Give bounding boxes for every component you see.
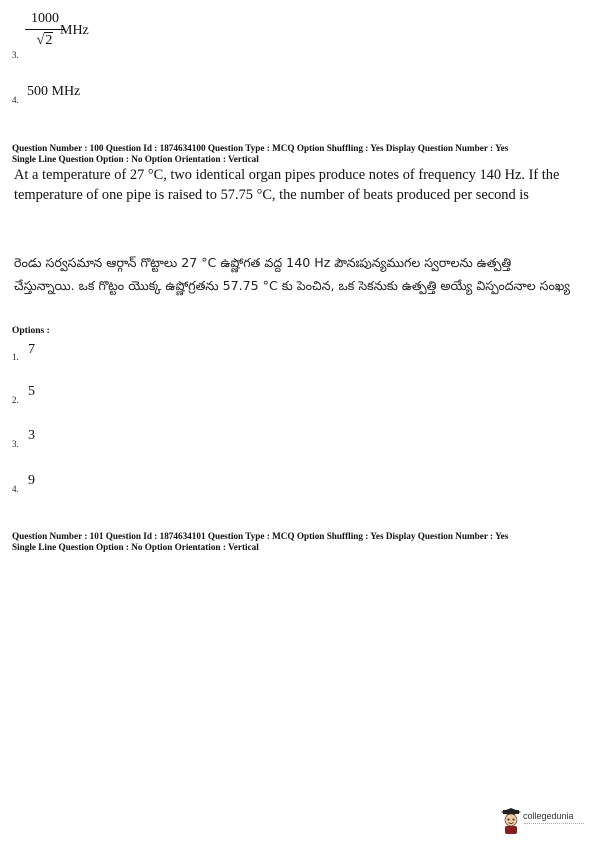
collegedunia-logo-text: collegedunia: [523, 811, 574, 821]
option-number: 2.: [12, 395, 19, 405]
question-101-header-line2: Single Line Question Option : No Option Orientation : Vertical: [12, 542, 259, 552]
option-text: 7: [28, 342, 35, 357]
options-label: Options :: [12, 326, 50, 336]
option-3-number: 3.: [12, 50, 19, 60]
option-number: 4.: [12, 484, 19, 494]
option-number: 3.: [12, 439, 19, 449]
option-text: 9: [28, 473, 35, 488]
question-100-header-line2: Single Line Question Option : No Option Orientation : Vertical: [12, 154, 259, 164]
option-text: 5: [28, 384, 35, 399]
option-3-fraction: [25, 10, 65, 50]
question-100-header: [12, 143, 577, 165]
square-root: [37, 32, 54, 50]
fraction-denominator: [25, 32, 65, 50]
option-text: 3: [28, 428, 35, 443]
collegedunia-logo-tagline: [524, 823, 584, 826]
option-4-text: 500 MHz: [27, 84, 81, 99]
question-101-header-line1: Question Number : 101 Question Id : 1874634101 Question Type : MCQ Option Shuffling : Yes Display Question Number : Yes: [12, 531, 509, 541]
sqrt-symbol: √: [36, 33, 45, 48]
fraction-bar: [25, 29, 65, 30]
question-100-text-telugu: రెండు సర్వసమాన ఆర్గాన్ గొట్టాలు 27 °C ఉష్ణోగత వద్ద 140 Hz పౌనఃపున్యముగల స్వరాలను ఉత్పత్తి చేస్తున్నాయి. ఒక గొట్టం యొక్క ఉష్ణోగ్రతను 57.75 °C కు పెంచిన, ఒక సెకనుకు ఉత్పత్తి అయ్యే విస్పందనాల సంఖ్య: [14, 255, 571, 293]
option-number: 1.: [12, 352, 19, 362]
question-100-text-english: At a temperature of 27 °C, two identical organ pipes produce notes of frequency 140 Hz. If the temperature of one pipe is raised to 57.75 °C, the number of beats produced per second is: [14, 167, 560, 203]
question-101-header: [12, 531, 577, 553]
question-100-header-line1: Question Number : 100 Question Id : 1874634100 Question Type : MCQ Option Shuffling : Yes Display Question Number : Yes: [12, 143, 509, 153]
sqrt-radicand: 2: [45, 33, 53, 48]
option-3-unit: MHz: [60, 23, 89, 38]
option-4-number: 4.: [12, 95, 19, 105]
student-mascot-icon: [500, 808, 522, 834]
fraction-numerator: 1000: [31, 11, 59, 26]
